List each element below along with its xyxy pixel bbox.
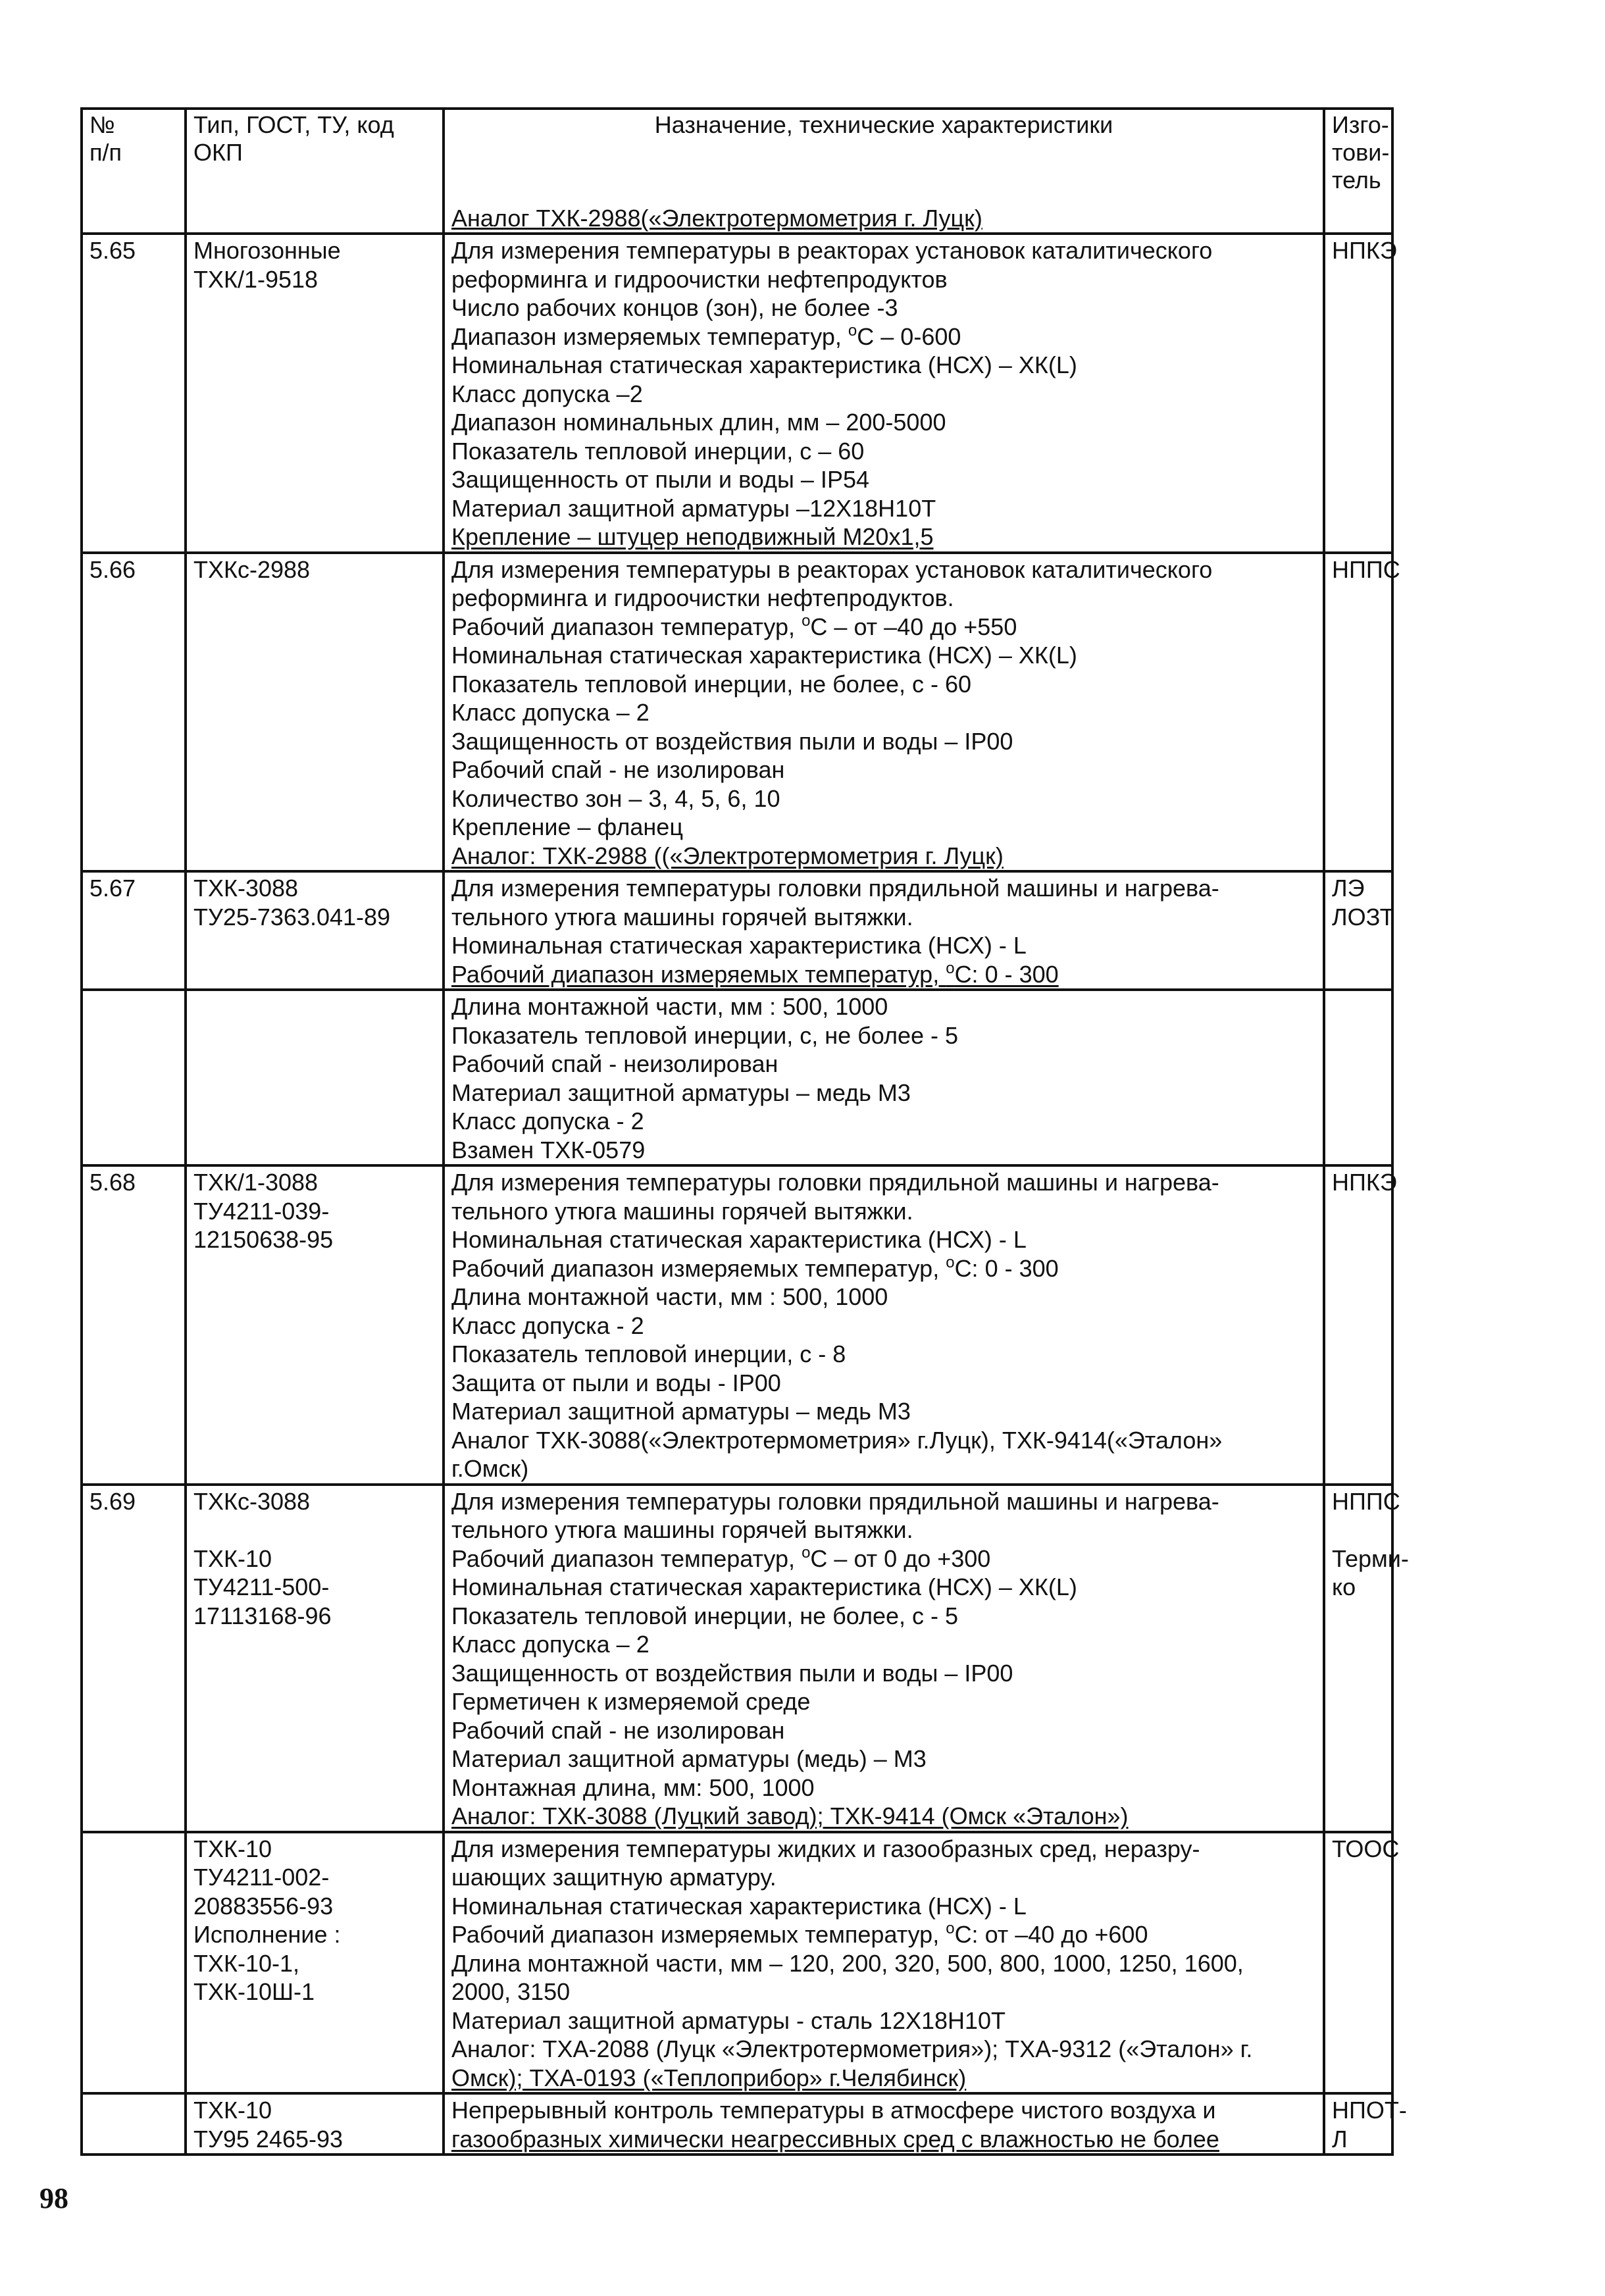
manufacturer-line: НППС <box>1332 555 1400 583</box>
description-line: Показатель тепловой инерции, не более, с - 60 <box>451 670 972 698</box>
description-line: Длина монтажной части, мм – 120, 200, 320, 500, 800, 1000, 1250, 1600, <box>451 1949 1244 1977</box>
manufacturer-cell <box>1324 234 1397 553</box>
type-line: 17113168-96 <box>193 1602 332 1629</box>
table-row <box>82 234 1392 553</box>
description-line: реформинга и гидроочистки нефтепродуктов <box>451 265 948 293</box>
description-line: Номинальная статическая характеристика (НСХ) - L <box>451 1226 1027 1253</box>
description-line: Для измерения температуры в реакторах установок каталитического <box>451 237 1213 264</box>
row-number-cell <box>82 553 186 872</box>
description-line: Рабочий диапазон температур, $^o$С – от –40 до +550 <box>451 611 1017 640</box>
description-line: газообразных химически неагрессивных сред с влажностью не более <box>451 2125 1219 2153</box>
table-row <box>82 871 1392 990</box>
type-cell <box>186 1165 444 1485</box>
description-cell <box>444 234 1324 553</box>
specification-table <box>80 107 1409 2156</box>
description-line: Непрерывный контроль температуры в атмосфере чистого воздуха и <box>451 2097 1216 2124</box>
manufacturer-line: НППС <box>1332 1487 1400 1515</box>
header-text: № <box>89 111 115 138</box>
header-text: п/п <box>89 139 122 166</box>
row-number-cell <box>82 1832 186 2094</box>
table-row <box>82 1485 1392 1832</box>
type-line: ТУ4211-500- <box>193 1573 330 1600</box>
type-cell <box>186 1485 444 1832</box>
description-line: Защищенность от воздействия пыли и воды – IP00 <box>451 1659 1013 1687</box>
description-line: Номинальная статическая характеристика (НСХ) - L <box>451 1892 1027 1920</box>
description-line: Крепление – фланец <box>451 813 683 840</box>
table-row <box>82 553 1392 872</box>
manufacturer-cell <box>1324 1832 1400 2094</box>
type-cell <box>186 2093 444 2155</box>
manufacturer-line: Терми- <box>1332 1544 1409 1572</box>
header-type <box>186 109 444 234</box>
description-line: Материал защитной арматуры –12Х18Н10Т <box>451 494 936 522</box>
description-line: Длина монтажной части, мм : 500, 1000 <box>451 993 888 1020</box>
description-line: тельного утюга машины горячей вытяжки. <box>451 903 913 931</box>
description-line: Аналог: ТХА-2088 (Луцк «Электротермометрия»); ТХА-9312 («Эталон» г. <box>451 2035 1253 2062</box>
description-line: Номинальная статическая характеристика (НСХ) - L <box>451 932 1027 959</box>
description-line: Показатель тепловой инерции, с, не более - 5 <box>451 1021 959 1049</box>
type-line: 12150638-95 <box>193 1226 334 1253</box>
manufacturer-line: ко <box>1332 1573 1356 1600</box>
row-number-cell <box>82 1485 186 1832</box>
description-line: Номинальная статическая характеристика (НСХ) – ХК(L) <box>451 1573 1077 1600</box>
description-line: тельного утюга машины горячей вытяжки. <box>451 1516 913 1543</box>
row-number: 5.65 <box>89 237 136 264</box>
description-line: Рабочий спай - не изолирован <box>451 1716 785 1744</box>
description-line: Для измерения температуры головки прядильной машины и нагрева- <box>451 875 1219 902</box>
description-cell <box>444 990 1324 1165</box>
description-line: Рабочий спай - неизолирован <box>451 1050 778 1077</box>
header-text: ОКП <box>193 139 243 166</box>
row-number-cell <box>82 871 186 990</box>
description-line: Рабочий диапазон измеряемых температур, $^o$С: 0 - 300 <box>451 959 1059 988</box>
manufacturer-line: НПКЭ <box>1332 1169 1397 1196</box>
page-number: 98 <box>39 2182 68 2214</box>
description-line: Материал защитной арматуры (медь) – М3 <box>451 1745 927 1772</box>
type-line: ТХК-10 <box>193 1544 272 1572</box>
manufacturer-cell <box>1324 1165 1397 1485</box>
manufacturer-line: ЛОЗТ <box>1332 903 1394 931</box>
type-line: ТУ25-7363.041-89 <box>193 903 391 931</box>
description-line: Аналог: ТХК-2988 ((«Электротермометрия г. Луцк) <box>451 842 1004 869</box>
description-line: Номинальная статическая характеристика (НСХ) – ХК(L) <box>451 642 1077 669</box>
table-row <box>82 1165 1392 1485</box>
table-row <box>82 990 1392 1165</box>
header-text: тель <box>1332 166 1381 193</box>
type-line: ТХК-3088 <box>193 875 299 902</box>
description-line: Диапазон номинальных длин, мм – 200-5000 <box>451 409 946 436</box>
header-analog-note: Аналог ТХК-2988(«Электротермометрия г. Луцк) <box>451 205 982 232</box>
description-line: Рабочий диапазон температур, $^o$С – от 0 до +300 <box>451 1543 991 1572</box>
description-line: Число рабочих концов (зон), не более -3 <box>451 294 898 321</box>
manufacturer-line: Л <box>1332 2125 1348 2153</box>
type-cell <box>186 990 444 1165</box>
header-text: Назначение, технические характеристики <box>654 111 1113 138</box>
description-line: Для измерения температуры жидких и газообразных сред, неразру- <box>451 1835 1200 1862</box>
description-line: Класс допуска – 2 <box>451 699 650 726</box>
manufacturer-line <box>1332 1516 1385 1544</box>
header-text: тови- <box>1332 139 1390 166</box>
manufacturer-cell <box>1324 990 1392 1165</box>
description-line: Монтажная длина, мм: 500, 1000 <box>451 1773 815 1801</box>
type-line: ТХКс-2988 <box>193 555 311 583</box>
type-cell <box>186 1832 444 2094</box>
type-line: ТУ4211-039- <box>193 1197 330 1225</box>
description-line: Взамен ТХК-0579 <box>451 1136 646 1163</box>
header-manufacturer <box>1324 109 1392 234</box>
description-line: шающих защитную арматуру. <box>451 1864 777 1891</box>
description-line: Показатель тепловой инерции, с – 60 <box>451 437 865 465</box>
type-line: ТХК-10 <box>193 1835 272 1862</box>
type-cell <box>186 553 444 872</box>
description-line: Номинальная статическая характеристика (НСХ) – ХК(L) <box>451 351 1077 378</box>
description-line: Омск); ТХА-0193 («Теплоприбор» г.Челябинск) <box>451 2064 967 2091</box>
description-line: Защита от пыли и воды - IP00 <box>451 1369 781 1396</box>
description-line: Аналог: ТХК-3088 (Луцкий завод); ТХК-9414 (Омск «Эталон») <box>451 1802 1129 1829</box>
description-line: Для измерения температуры головки прядильной машины и нагрева- <box>451 1487 1219 1515</box>
manufacturer-line: НПКЭ <box>1332 237 1397 264</box>
description-line: Аналог ТХК-3088(«Электротермометрия» г.Луцк), ТХК-9414(«Эталон» <box>451 1426 1223 1454</box>
description-line: Класс допуска - 2 <box>451 1312 644 1339</box>
type-line: Многозонные <box>193 237 341 264</box>
type-cell <box>186 234 444 553</box>
description-line: Материал защитной арматуры - сталь 12Х18Н10Т <box>451 2006 1006 2034</box>
description-line: Длина монтажной части, мм : 500, 1000 <box>451 1283 888 1310</box>
row-number: 5.69 <box>89 1487 136 1515</box>
description-line: Рабочий диапазон измеряемых температур, $^o$С: 0 - 300 <box>451 1253 1059 1282</box>
description-line: Защищенность от воздействия пыли и воды – IP00 <box>451 727 1013 755</box>
description-line: Герметичен к измеряемой среде <box>451 1688 811 1715</box>
description-line: Класс допуска – 2 <box>451 1631 650 1658</box>
description-line: г.Омск) <box>451 1455 529 1482</box>
type-line <box>193 1516 436 1544</box>
description-line: Для измерения температуры в реакторах установок каталитического <box>451 555 1213 583</box>
description-cell <box>444 2093 1324 2155</box>
row-number: 5.68 <box>89 1169 136 1196</box>
description-cell <box>444 553 1324 872</box>
description-line: Материал защитной арматуры – медь М3 <box>451 1079 911 1106</box>
type-line: ТХК-10 <box>193 2097 272 2124</box>
manufacturer-cell <box>1324 2093 1407 2155</box>
manufacturer-line: ЛЭ <box>1332 875 1365 902</box>
description-line: Показатель тепловой инерции, с - 8 <box>451 1340 846 1367</box>
row-number-cell <box>82 234 186 553</box>
header-number <box>82 109 186 234</box>
header-text: Тип, ГОСТ, ТУ, код <box>193 111 394 138</box>
header-description <box>444 109 1324 234</box>
type-line: 20883556-93 <box>193 1892 334 1920</box>
description-line: Рабочий диапазон измеряемых температур, $^o$С: от –40 до +600 <box>451 1920 1148 1948</box>
table-row <box>82 2093 1392 2155</box>
manufacturer-line: НПОТ- <box>1332 2097 1407 2124</box>
description-line: Класс допуска –2 <box>451 380 643 407</box>
type-line: ТУ95 2465-93 <box>193 2125 344 2153</box>
description-line: Показатель тепловой инерции, не более, с - 5 <box>451 1602 959 1629</box>
header-text: Изго- <box>1332 111 1389 138</box>
description-line: тельного утюга машины горячей вытяжки. <box>451 1197 913 1225</box>
row-number-cell <box>82 2093 186 2155</box>
manufacturer-line: ТООС <box>1332 1835 1400 1862</box>
description-cell <box>444 1832 1324 2094</box>
type-cell <box>186 871 444 990</box>
description-line: Количество зон – 3, 4, 5, 6, 10 <box>451 784 780 812</box>
table-row <box>82 1832 1392 2094</box>
description-line: Диапазон измеряемых температур, $^o$С – 0-600 <box>451 321 961 350</box>
description-line: Материал защитной арматуры – медь М3 <box>451 1398 911 1425</box>
row-number: 5.66 <box>89 555 136 583</box>
row-number-cell <box>82 990 186 1165</box>
type-line: ТХК-10-1, <box>193 1949 300 1977</box>
row-number-cell <box>82 1165 186 1485</box>
manufacturer-cell <box>1324 553 1400 872</box>
type-line: ТУ4211-002- <box>193 1864 330 1891</box>
description-line: реформинга и гидроочистки нефтепродуктов. <box>451 584 954 611</box>
type-line: ТХК/1-3088 <box>193 1169 318 1196</box>
description-line: Рабочий спай - не изолирован <box>451 756 785 783</box>
description-cell <box>444 1485 1324 1832</box>
table-header-row <box>82 109 1392 234</box>
type-line: ТХК/1-9518 <box>193 265 318 293</box>
row-number: 5.67 <box>89 875 136 902</box>
description-line: Защищенность от пыли и воды – IP54 <box>451 466 869 493</box>
table-body <box>82 234 1409 2155</box>
type-line: ТХКс-3088 <box>193 1487 311 1515</box>
type-line: Исполнение : <box>193 1921 341 1948</box>
manufacturer-cell <box>1324 1485 1409 1832</box>
description-cell <box>444 1165 1324 1485</box>
manufacturer-cell <box>1324 871 1392 990</box>
type-line: ТХК-10Ш-1 <box>193 1978 315 2005</box>
description-line: Класс допуска - 2 <box>451 1108 644 1135</box>
description-cell <box>444 871 1324 990</box>
description-line: Крепление – штуцер неподвижный М20х1,5 <box>451 523 934 550</box>
description-line: Для измерения температуры головки прядильной машины и нагрева- <box>451 1169 1219 1196</box>
description-line: 2000, 3150 <box>451 1978 571 2005</box>
